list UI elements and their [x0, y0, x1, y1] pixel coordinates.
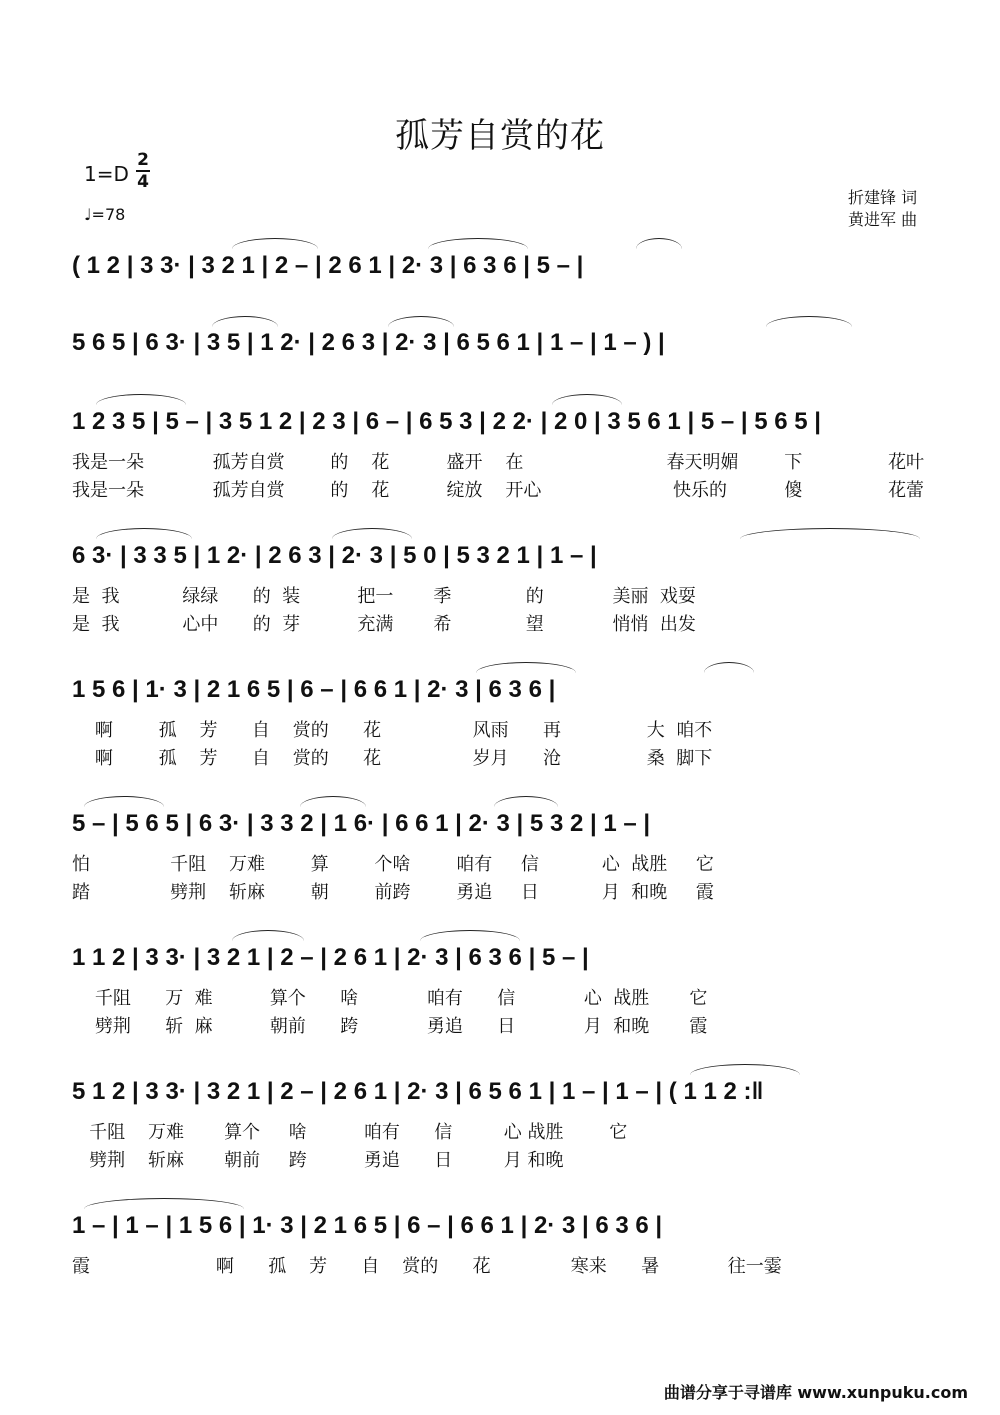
composer-credit: 黄进军 曲: [848, 210, 918, 229]
notation-line: 6 3· | 3 3 5 | 1 2· | 2 6 3 | 2· 3 | 5 0 | 5 3 2 1 | 1 – |: [72, 542, 597, 569]
lyric-line-verse-2: 我是一朵 孤芳自赏 的 花 绽放 开心 快乐的 傻 花蕾: [72, 480, 925, 501]
time-signature-bottom: 4: [137, 172, 149, 192]
lyric-line-verse-2: 踏 劈荆 斩麻 朝 前跨 勇追 日 月 和晚 霞: [72, 882, 714, 903]
credits: [848, 187, 917, 231]
slur-mark: [300, 796, 366, 807]
slur-mark: [84, 796, 164, 807]
notation-line: 1 – | 1 – | 1 5 6 | 1· 3 | 2 1 6 5 | 6 – | 6 6 1 | 2· 3 | 6 3 6 |: [72, 1212, 663, 1239]
slur-mark: [494, 796, 558, 807]
slur-mark: [388, 316, 454, 327]
footer-source-credit: 曲谱分享于寻谱库 www.xunpuku.com: [663, 1383, 968, 1402]
tempo-marking: ♩=78: [84, 205, 126, 224]
notation-line: 5 6 5 | 6 3· | 3 5 | 1 2· | 2 6 3 | 2· 3 | 6 5 6 1 | 1 – | 1 – ) |: [72, 329, 665, 356]
slur-mark: [212, 316, 278, 327]
notation-line: 1 2 3 5 | 5 – | 3 5 1 2 | 2 3 | 6 – | 6 5 3 | 2 2· | 2 0 | 3 5 6 1 | 5 – | 5 6 5 |: [72, 408, 822, 435]
time-signature-top: 2: [137, 150, 149, 170]
slur-mark: [84, 1198, 244, 1209]
slur-mark: [96, 528, 192, 539]
slur-mark: [636, 238, 682, 249]
lyric-line-verse-1: 我是一朵 孤芳自赏 的 花 盛开 在 春天明媚 下 花叶: [72, 452, 925, 473]
slur-mark: [704, 662, 754, 673]
notation-line: ( 1 2 | 3 3· | 3 2 1 | 2 – | 2 6 1 | 2· 3 | 6 3 6 | 5 – |: [72, 252, 584, 279]
lyric-line-verse-1: 怕 千阻 万难 算 个啥 咱有 信 心 战胜 它: [72, 854, 714, 875]
lyric-line-verse-2: 劈荆 斩麻 朝前 跨 勇追 日 月 和晚: [72, 1150, 564, 1171]
slur-mark: [96, 394, 186, 405]
lyric-line-verse-2: 劈荆 斩 麻 朝前 跨 勇追 日 月 和晚 霞: [72, 1016, 708, 1037]
slur-mark: [476, 662, 576, 673]
notation-line: 5 – | 5 6 5 | 6 3· | 3 3 2 | 1 6· | 6 6 1 | 2· 3 | 5 3 2 | 1 – |: [72, 810, 651, 837]
slur-mark: [766, 316, 852, 327]
slur-mark: [332, 528, 412, 539]
notation-line: 1 1 2 | 3 3· | 3 2 1 | 2 – | 2 6 1 | 2· 3 | 6 3 6 | 5 – |: [72, 944, 589, 971]
lyric-line-verse-2: 是 我 心中 的 芽 充满 希 望 悄悄 出发: [72, 614, 696, 635]
slur-mark: [740, 528, 920, 539]
key-signature: 1=D: [84, 162, 129, 186]
lyricist-credit: 折建锋 词: [848, 188, 918, 207]
slur-mark: [690, 1064, 800, 1075]
lyric-line-verse-2: 啊 孤 芳 自 赏的 花 岁月 沧 桑 脚下: [72, 748, 713, 769]
lyric-line-verse-1: 霞 啊 孤 芳 自 赏的 花 寒来 暑 往一霎: [72, 1256, 782, 1277]
lyric-line-verse-1: 千阻 万难 算个 啥 咱有 信 心 战胜 它: [72, 1122, 628, 1143]
slur-mark: [232, 930, 304, 941]
slur-mark: [428, 238, 528, 249]
lyric-line-verse-1: 啊 孤 芳 自 赏的 花 风雨 再 大 咱不: [72, 720, 713, 741]
time-signature: [135, 150, 151, 192]
slur-mark: [420, 930, 520, 941]
lyric-line-verse-1: 是 我 绿绿 的 装 把一 季 的 美丽 戏耍: [72, 586, 696, 607]
song-title: 孤芳自赏的花: [395, 116, 605, 156]
lyric-line-verse-1: 千阻 万 难 算个 啥 咱有 信 心 战胜 它: [72, 988, 708, 1009]
slur-mark: [552, 394, 622, 405]
notation-line: 1 5 6 | 1· 3 | 2 1 6 5 | 6 – | 6 6 1 | 2· 3 | 6 3 6 |: [72, 676, 556, 703]
notation-line: 5 1 2 | 3 3· | 3 2 1 | 2 – | 2 6 1 | 2· 3 | 6 5 6 1 | 1 – | 1 – | ( 1 1 2 :‖: [72, 1078, 764, 1105]
slur-mark: [232, 238, 318, 249]
